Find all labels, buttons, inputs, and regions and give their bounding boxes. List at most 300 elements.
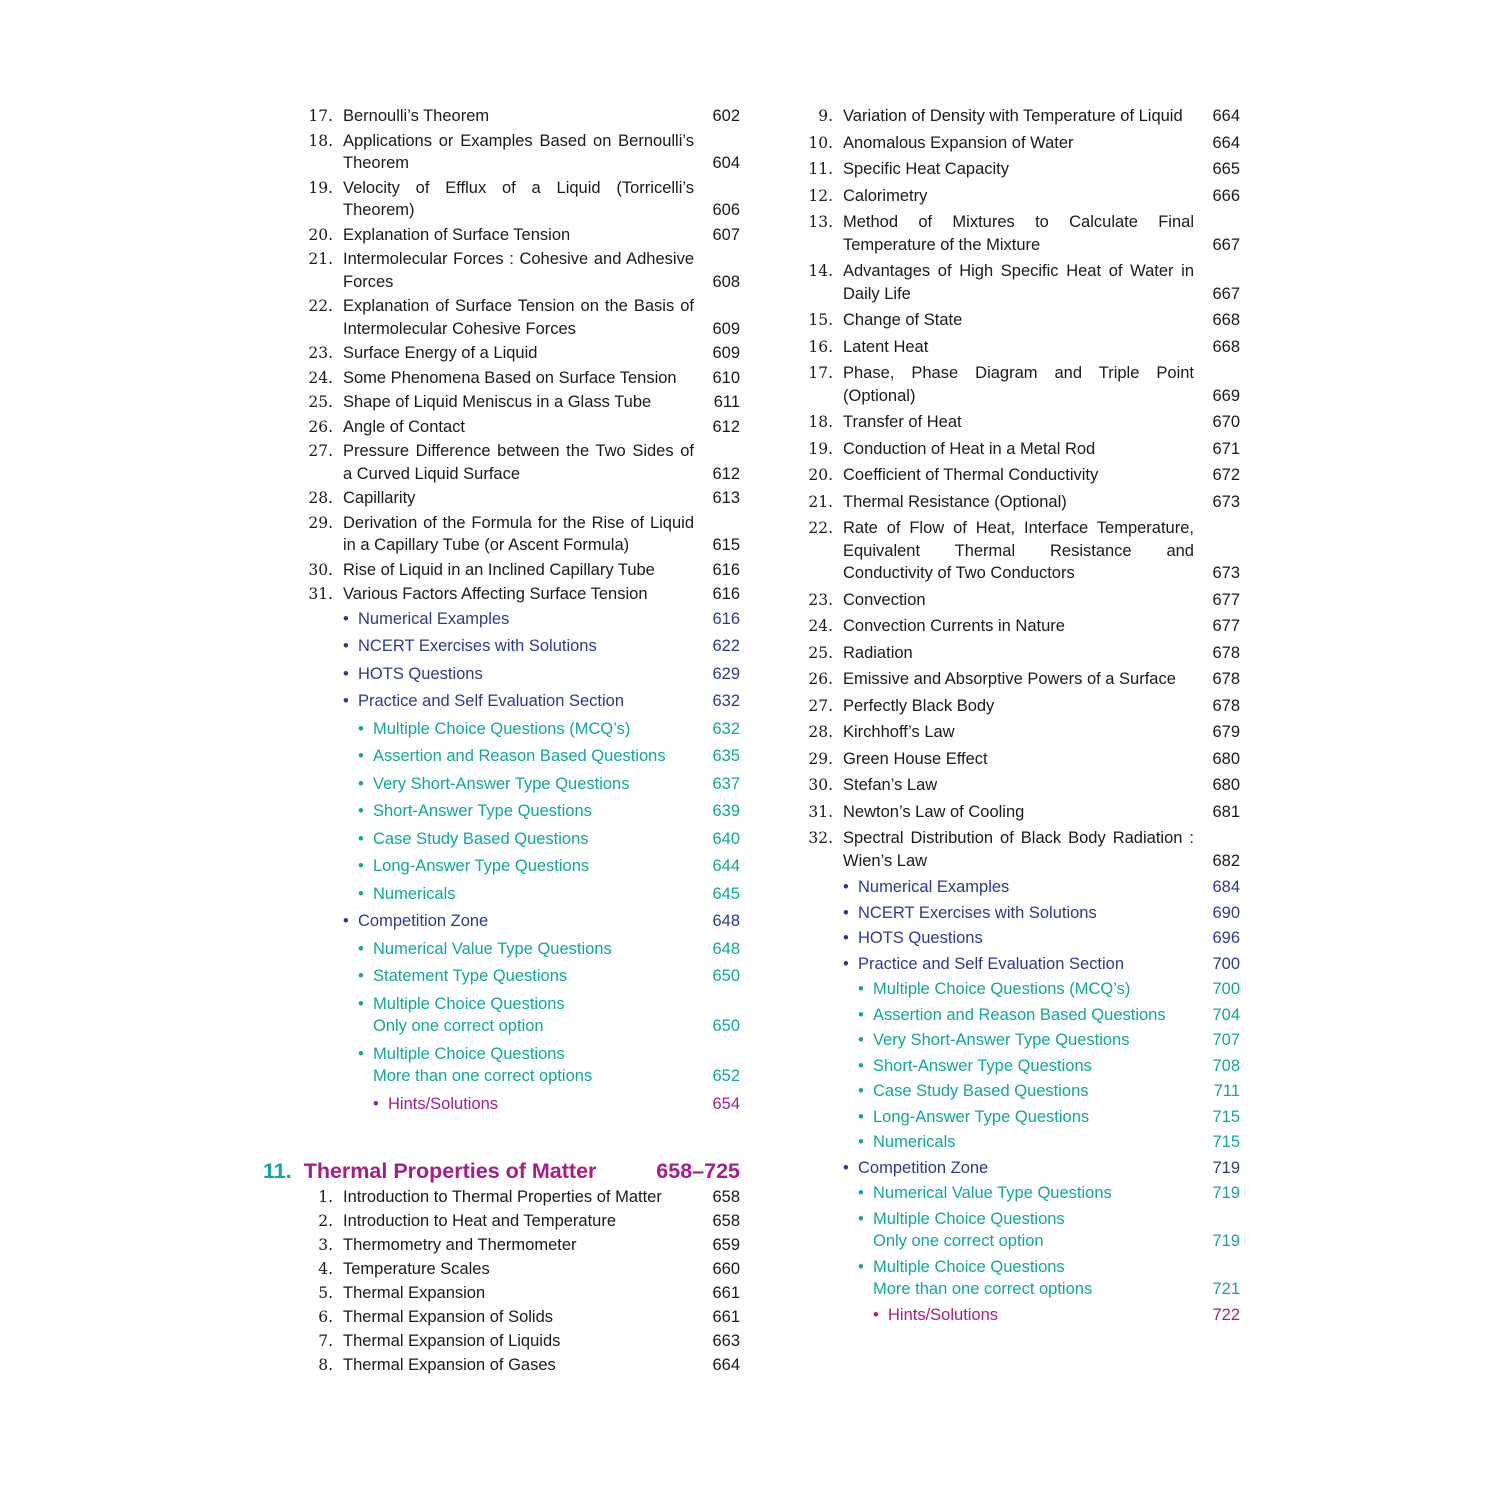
entry-title: Various Factors Affecting Surface Tension (343, 585, 648, 603)
toc-entry (800, 615, 1240, 638)
bullet-page-number: 648 (712, 912, 740, 930)
entry-title: Emissive and Absorptive Powers of a Surface (843, 670, 1176, 688)
entry-title: Anomalous Expansion of Water (843, 133, 1074, 152)
bullet-text (343, 910, 740, 933)
toc-entry (300, 559, 740, 582)
toc-entry (300, 440, 740, 485)
bullet-text (343, 608, 740, 631)
entry-title: Temperature Scales (343, 1260, 490, 1278)
entry-number: 29. (308, 513, 333, 532)
bullet-page-number: 690 (1212, 903, 1240, 922)
entry-title: Green House Effect (843, 749, 988, 768)
bullet-label: Competition Zone (358, 912, 489, 930)
bullet-icon: • (358, 884, 364, 903)
bullet-page-number: 650 (712, 1017, 740, 1035)
entry-title: Rise of Liquid in an Inclined Capillary Tube (343, 560, 655, 579)
bullet-text (358, 800, 740, 823)
bullet-text (843, 953, 1240, 976)
bullet-icon: • (373, 1094, 379, 1113)
toc-entry (300, 248, 740, 293)
entry-number: 9. (818, 107, 833, 125)
entry-number: 29. (808, 749, 833, 768)
entry-title: Angle of Contact (343, 417, 465, 436)
bullet-text (343, 635, 740, 658)
bullet-text (358, 773, 740, 796)
toc-bullet-item (843, 953, 1240, 976)
entry-number: 20. (808, 466, 833, 484)
toc-entry (800, 748, 1240, 771)
bullet-page-number: 629 (712, 664, 740, 683)
entry-page-number: 660 (712, 1260, 740, 1278)
entry-page-number: 668 (1212, 311, 1240, 329)
entry-page-number: 612 (712, 417, 740, 436)
toc-bullet-item (358, 718, 740, 741)
entry-page-number: 677 (1212, 590, 1240, 609)
entry-number: 11. (808, 160, 833, 178)
entry-page-number: 669 (1212, 386, 1240, 405)
bullet-label: Numericals (873, 1133, 956, 1151)
bullet-label: Multiple Choice Questions (873, 1209, 1065, 1228)
toc-bullet-item (343, 635, 740, 658)
bullet-icon: • (858, 1005, 864, 1024)
bullet-page-number: 715 (1212, 1133, 1240, 1151)
toc-bullet-item (358, 965, 740, 988)
entry-number: 1. (318, 1188, 333, 1206)
entry-title: Transfer of Heat (843, 413, 962, 431)
bullet-icon: • (843, 903, 849, 922)
bullet-label: Case Study Based Questions (373, 829, 589, 848)
toc-entry (300, 416, 740, 439)
toc-bullet-item (858, 1029, 1240, 1052)
entry-title: Velocity of Efflux of a Liquid (Torricelli’s Theorem) (343, 178, 694, 219)
entry-page-number: 659 (712, 1236, 740, 1254)
toc-entry (300, 295, 740, 340)
entry-title: Bernoulli’s Theorem (343, 107, 490, 125)
entry-title: Perfectly Black Body (843, 696, 995, 715)
bullet-label: Long-Answer Type Questions (873, 1107, 1090, 1126)
bullet-text (358, 993, 740, 1038)
bullet-text (858, 1131, 1240, 1154)
bullet-text (358, 1043, 740, 1088)
entry-number: 3. (318, 1236, 333, 1254)
entry-number: 15. (808, 311, 833, 329)
entry-page-number: 678 (1212, 696, 1240, 715)
bullet-icon: • (358, 747, 364, 765)
toc-entry (800, 668, 1240, 691)
toc-bullet-item (358, 828, 740, 851)
bullet-page-number: 721 (1212, 1280, 1240, 1298)
toc-entry (800, 158, 1240, 181)
bullet-icon: • (358, 939, 364, 958)
bullet-page-number: 719 (1212, 1184, 1240, 1202)
entry-number: 31. (808, 802, 833, 821)
entry-title: Introduction to Thermal Properties of Matter (343, 1188, 662, 1206)
entry-page-number: 672 (1212, 466, 1240, 484)
bullet-text (873, 1304, 1240, 1327)
entry-title: Newton’s Law of Cooling (843, 802, 1025, 821)
bullet-icon: • (873, 1305, 879, 1324)
bullet-icon: • (843, 954, 849, 973)
entry-title: Convection Currents in Nature (843, 617, 1065, 635)
entry-number: 23. (308, 344, 333, 362)
entry-title: Derivation of the Formula for the Rise of Liquid in a Capillary Tube (or Ascent Formula) (343, 513, 694, 554)
bullet-page-number: 707 (1212, 1031, 1240, 1049)
bullet-icon: • (858, 1133, 864, 1151)
bullet-icon: • (343, 637, 349, 655)
bullet-page-number: 684 (1212, 878, 1240, 896)
bullet-page-number: 637 (712, 774, 740, 793)
entry-page-number: 673 (1212, 492, 1240, 511)
entry-page-number: 661 (712, 1284, 740, 1302)
bullet-label: Long-Answer Type Questions (373, 857, 590, 875)
entry-number: 24. (808, 617, 833, 635)
entry-number: 7. (318, 1332, 333, 1350)
toc-entries-chapter-10 (300, 105, 740, 606)
bullet-label: Multiple Choice Questions (373, 994, 565, 1013)
bullet-icon: • (343, 692, 349, 710)
entry-page-number: 658 (712, 1188, 740, 1206)
toc-entries-chapter-11-continued (800, 105, 1240, 872)
entry-number: 27. (308, 442, 333, 460)
entry-title: Applications or Examples Based on Bernoulli’s Theorem (343, 131, 694, 172)
bullet-label: Numerical Value Type Questions (373, 939, 612, 958)
entry-title: Coefficient of Thermal Conductivity (843, 466, 1099, 484)
toc-bullet-item (358, 993, 740, 1038)
bullet-text (358, 855, 740, 878)
entry-title: Specific Heat Capacity (843, 160, 1009, 178)
entry-page-number: 607 (712, 225, 740, 244)
toc-bullet-item (858, 1256, 1240, 1301)
entry-number: 22. (308, 297, 333, 315)
bullet-icon: • (843, 929, 849, 947)
bullet-text (858, 1256, 1240, 1301)
bullet-page-number: 644 (712, 857, 740, 875)
toc-entry (300, 1282, 740, 1305)
entry-page-number: 613 (712, 489, 740, 507)
entry-page-number: 671 (1212, 439, 1240, 458)
bullet-text (858, 1029, 1240, 1052)
toc-bullet-item (858, 978, 1240, 1001)
bullet-page-number: 640 (712, 829, 740, 848)
entry-number: 13. (808, 213, 833, 231)
chapter-heading (263, 1157, 740, 1185)
bullet-text (843, 876, 1240, 899)
entry-title: Some Phenomena Based on Surface Tension (343, 368, 677, 387)
toc-bullet-item (858, 1004, 1240, 1027)
bullet-text (858, 1055, 1240, 1078)
entry-title: Shape of Liquid Meniscus in a Glass Tube (343, 393, 652, 411)
bullet-text (843, 902, 1240, 925)
entry-title: Thermal Expansion of Liquids (343, 1332, 561, 1350)
bullet-page-number: 711 (1213, 1082, 1240, 1100)
entry-number: 26. (308, 417, 333, 436)
entry-page-number: 664 (712, 1356, 740, 1374)
toc-bullet-item (858, 1208, 1240, 1253)
toc-resources-chapter-11 (800, 876, 1240, 1326)
toc-bullet-item (843, 927, 1240, 950)
bullet-page-number: 654 (712, 1094, 740, 1113)
entry-title: Introduction to Heat and Temperature (343, 1212, 617, 1230)
entry-number: 10. (808, 133, 833, 152)
toc-bullet-item (858, 1182, 1240, 1205)
bullet-text (858, 1182, 1240, 1205)
bullet-icon: • (843, 878, 849, 896)
entry-page-number: 609 (712, 319, 740, 338)
entry-page-number: 682 (1212, 851, 1240, 870)
toc-entry (800, 464, 1240, 487)
toc-entry (800, 491, 1240, 514)
toc-bullet-item (358, 938, 740, 961)
bullet-icon: • (858, 1056, 864, 1075)
bullet-page-number: 704 (1212, 1005, 1240, 1024)
bullet-text (358, 718, 740, 741)
entry-page-number: 666 (1212, 186, 1240, 205)
bullet-page-number: 632 (712, 719, 740, 738)
bullet-text (358, 883, 740, 906)
bullet-page-number: 719 (1212, 1232, 1240, 1250)
toc-bullet-item (373, 1093, 740, 1116)
bullet-label: Short-Answer Type Questions (373, 802, 592, 820)
toc-entry (300, 1258, 740, 1281)
toc-resources-chapter-10 (300, 608, 740, 1116)
entry-title: Explanation of Surface Tension on the Basis of Intermolecular Cohesive Forces (343, 297, 694, 338)
entry-title: Convection (843, 590, 926, 609)
entry-title: Thermal Expansion of Solids (343, 1308, 554, 1326)
toc-entry (800, 260, 1240, 305)
bullet-icon: • (843, 1158, 849, 1177)
entry-page-number: 680 (1212, 776, 1240, 794)
entry-page-number: 664 (1212, 133, 1240, 152)
toc-bullet-item (843, 1157, 1240, 1180)
bullet-label: Multiple Choice Questions (MCQ’s) (873, 980, 1131, 998)
bullet-text (358, 828, 740, 851)
bullet-page-number: 616 (712, 609, 740, 628)
entry-number: 14. (808, 262, 833, 280)
bullet-text (373, 1093, 740, 1116)
bullet-text (358, 938, 740, 961)
toc-right-column (800, 105, 1240, 1329)
bullet-label: NCERT Exercises with Solutions (858, 903, 1097, 922)
bullet-text (358, 965, 740, 988)
toc-bullet-item (358, 1043, 740, 1088)
bullet-icon: • (858, 1209, 864, 1228)
bullet-icon: • (358, 829, 364, 848)
bullet-label: Statement Type Questions (373, 967, 568, 985)
toc-entry (800, 185, 1240, 208)
toc-left-column (300, 105, 740, 1120)
entry-number: 4. (318, 1260, 333, 1278)
chapter-page-range: 658–725 (656, 1159, 740, 1183)
entry-number: 30. (808, 776, 833, 794)
bullet-icon: • (358, 719, 364, 738)
toc-entry (300, 224, 740, 247)
entry-page-number: 658 (712, 1212, 740, 1230)
entry-title: Pressure Difference between the Two Sides of a Curved Liquid Surface (343, 442, 694, 483)
entry-title: Capillarity (343, 489, 416, 507)
entry-number: 32. (808, 829, 833, 847)
entry-title: Intermolecular Forces : Cohesive and Adhesive Forces (343, 250, 694, 291)
toc-bullet-item (843, 902, 1240, 925)
entry-title: Spectral Distribution of Black Body Radiation : Wien’s Law (843, 829, 1194, 870)
bullet-page-number: 635 (712, 747, 740, 765)
toc-bullet-item (358, 773, 740, 796)
bullet-label: Multiple Choice Questions (873, 1257, 1065, 1276)
bullet-text (858, 1004, 1240, 1027)
bullet-page-number: 650 (712, 967, 740, 985)
toc-bullet-item (858, 1106, 1240, 1129)
bullet-label: Numericals (373, 884, 456, 903)
entry-title: Latent Heat (843, 337, 929, 356)
bullet-icon: • (858, 1082, 864, 1100)
toc-bullet-item (858, 1080, 1240, 1103)
entry-page-number: 608 (712, 272, 740, 291)
toc-entry (800, 438, 1240, 461)
bullet-page-number: 700 (1212, 980, 1240, 998)
bullet-icon: • (358, 774, 364, 793)
toc-entry (800, 827, 1240, 872)
toc-entry (800, 211, 1240, 256)
entry-title: Method of Mixtures to Calculate Final Temperature of the Mixture (843, 213, 1194, 254)
bullet-icon: • (858, 1031, 864, 1049)
toc-bullet-item (358, 745, 740, 768)
entry-number: 17. (308, 107, 333, 125)
entry-title: Thermal Resistance (Optional) (843, 492, 1067, 511)
bullet-page-number: 648 (712, 939, 740, 958)
bullet-label: Short-Answer Type Questions (873, 1056, 1092, 1075)
entry-title: Thermal Expansion of Gases (343, 1356, 556, 1374)
entry-page-number: 673 (1212, 564, 1240, 582)
bullet-icon: • (858, 980, 864, 998)
bullet-label: Very Short-Answer Type Questions (373, 774, 630, 793)
toc-entry (300, 1234, 740, 1257)
toc-entry (800, 774, 1240, 797)
bullet-icon: • (358, 967, 364, 985)
entry-page-number: 606 (712, 201, 740, 219)
bullet-label: NCERT Exercises with Solutions (358, 637, 597, 655)
toc-left-column-lower (300, 1186, 740, 1378)
entry-page-number: 611 (713, 393, 740, 411)
entry-page-number: 668 (1212, 337, 1240, 356)
bullet-label: Multiple Choice Questions (373, 1044, 565, 1063)
bullet-text (358, 745, 740, 768)
entry-page-number: 610 (712, 368, 740, 387)
chapter-title: Thermal Properties of Matter (303, 1159, 597, 1183)
toc-entry (800, 362, 1240, 407)
entry-number: 6. (318, 1308, 333, 1326)
bullet-page-number: 722 (1212, 1305, 1240, 1324)
entry-page-number: 667 (1212, 235, 1240, 254)
entry-page-number: 615 (712, 536, 740, 554)
entry-number: 26. (808, 670, 833, 688)
entry-number: 27. (808, 696, 833, 715)
entry-page-number: 616 (712, 585, 740, 603)
bullet-text (843, 927, 1240, 950)
entry-number: 17. (808, 364, 833, 382)
bullet-text (343, 663, 740, 686)
bullet-text (858, 1080, 1240, 1103)
bullet-icon: • (358, 802, 364, 820)
bullet-text (343, 690, 740, 713)
bullet-icon: • (343, 912, 349, 930)
toc-entry (800, 695, 1240, 718)
bullet-label: Numerical Examples (358, 609, 510, 628)
entry-page-number: 680 (1212, 749, 1240, 768)
entry-number: 18. (808, 413, 833, 431)
toc-entry (300, 367, 740, 390)
toc-bullet-item (358, 800, 740, 823)
toc-entry (800, 721, 1240, 744)
toc-entry (300, 1330, 740, 1353)
entry-number: 5. (318, 1284, 333, 1302)
entry-title: Explanation of Surface Tension (343, 225, 571, 244)
entry-number: 20. (308, 225, 333, 244)
bullet-label: Assertion and Reason Based Questions (873, 1005, 1166, 1024)
entry-number: 30. (308, 560, 333, 579)
toc-entry (300, 391, 740, 414)
toc-bullet-item (343, 690, 740, 713)
bullet-icon: • (858, 1257, 864, 1276)
bullet-sublabel: Only one correct option (873, 1232, 1044, 1250)
toc-bullet-item (858, 1055, 1240, 1078)
entry-title: Surface Energy of a Liquid (343, 344, 538, 362)
entry-page-number: 616 (712, 560, 740, 579)
toc-entry (800, 309, 1240, 332)
toc-bullet-item (343, 608, 740, 631)
bullet-label: Hints/Solutions (388, 1094, 499, 1113)
entry-page-number: 609 (712, 344, 740, 362)
chapter-number: 11. (263, 1159, 292, 1183)
toc-entry (800, 336, 1240, 359)
entry-title: Stefan’s Law (843, 776, 938, 794)
entry-title: Advantages of High Specific Heat of Water in Daily Life (843, 262, 1194, 303)
bullet-icon: • (358, 1044, 364, 1063)
entry-number: 21. (808, 492, 833, 511)
entry-number: 31. (308, 585, 333, 603)
bullet-icon: • (358, 994, 364, 1013)
entry-page-number: 670 (1212, 413, 1240, 431)
entry-page-number: 664 (1212, 107, 1240, 125)
bullet-label: Competition Zone (858, 1158, 989, 1177)
entry-page-number: 604 (712, 154, 740, 172)
bullet-icon: • (343, 664, 349, 683)
toc-entry (800, 801, 1240, 824)
entry-number: 12. (808, 186, 833, 205)
bullet-page-number: 639 (712, 802, 740, 820)
entry-number: 28. (808, 723, 833, 741)
entry-title: Calorimetry (843, 186, 928, 205)
bullet-text (843, 1157, 1240, 1180)
entry-page-number: 602 (712, 107, 740, 125)
bullet-label: Numerical Value Type Questions (873, 1184, 1112, 1202)
toc-entries-chapter-11 (300, 1186, 740, 1377)
bullet-label: Practice and Self Evaluation Section (858, 954, 1124, 973)
entry-page-number: 678 (1212, 670, 1240, 688)
entry-page-number: 677 (1212, 617, 1240, 635)
bullet-text (858, 1208, 1240, 1253)
bullet-page-number: 719 (1212, 1158, 1240, 1177)
entry-page-number: 612 (712, 464, 740, 483)
toc-entry (800, 517, 1240, 585)
bullet-label: HOTS Questions (858, 929, 983, 947)
bullet-sublabel: More than one correct options (373, 1067, 593, 1085)
entry-page-number: 663 (712, 1332, 740, 1350)
bullet-icon: • (858, 1184, 864, 1202)
entry-title: Thermal Expansion (343, 1284, 486, 1302)
toc-entry (300, 1186, 740, 1209)
toc-entry (300, 105, 740, 128)
bullet-page-number: 700 (1212, 954, 1240, 973)
entry-number: 22. (808, 519, 833, 537)
